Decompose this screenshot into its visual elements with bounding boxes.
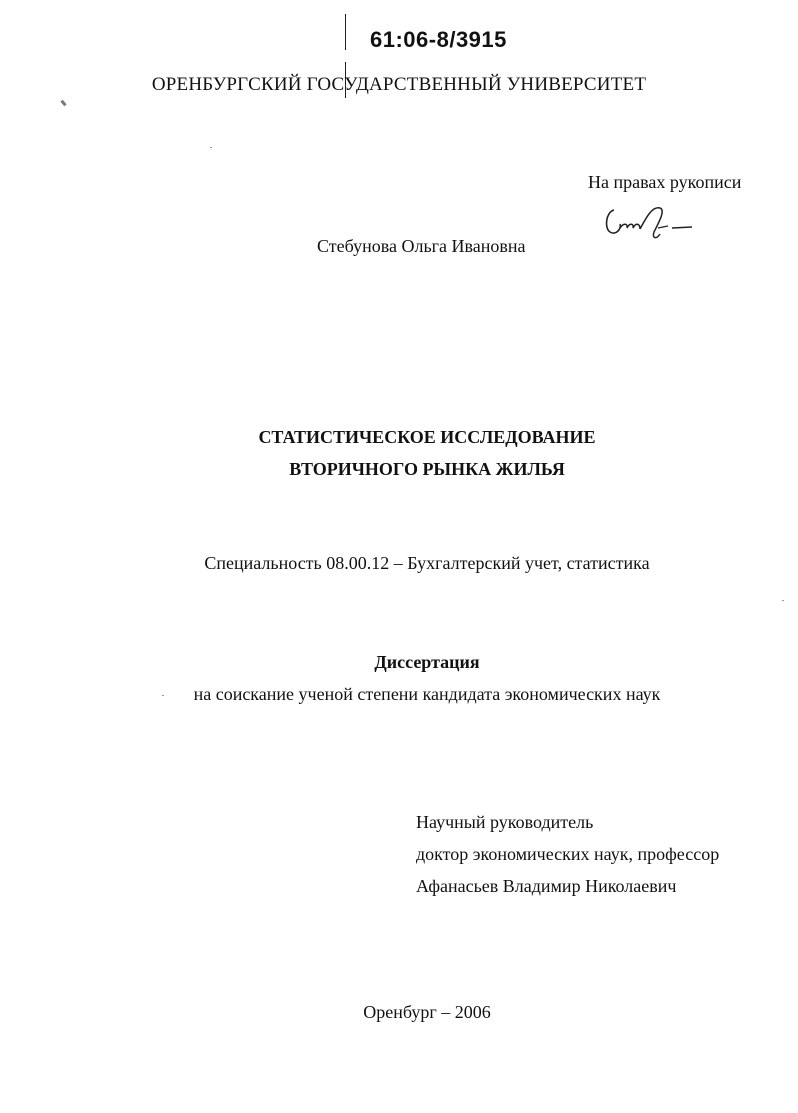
speciality: Специальность 08.00.12 – Бухгалтерский учет, статистика	[204, 553, 650, 573]
supervisor-role: Научный руководитель	[416, 812, 594, 832]
supervisor-name: Афанасьев Владимир Николаевич	[416, 876, 677, 896]
dissertation-title-line-2: ВТОРИЧНОГО РЫНКА ЖИЛЬЯ	[289, 459, 565, 479]
manuscript-note: На правах рукописи	[588, 172, 742, 192]
author-name: Стебунова Ольга Ивановна	[317, 236, 526, 256]
scan-speck	[60, 100, 66, 107]
scan-line-top	[345, 14, 346, 50]
university-name: ОРЕНБУРГСКИЙ ГОСУДАРСТВЕННЫЙ УНИВЕРСИТЕТ	[151, 74, 647, 95]
scan-speck	[782, 600, 784, 601]
scan-speck	[210, 147, 212, 148]
signature	[600, 198, 700, 248]
dissertation-title-line-1: СТАТИСТИЧЕСКОЕ ИССЛЕДОВАНИЕ	[258, 427, 596, 447]
supervisor-rank: доктор экономических наук, профессор	[416, 844, 720, 864]
catalog-number: 61:06-8/3915	[370, 27, 507, 52]
degree-line: на соискание ученой степени кандидата экономических наук	[193, 684, 661, 704]
dissertation-heading: Диссертация	[374, 652, 480, 672]
city-year: Оренбург – 2006	[363, 1002, 491, 1022]
